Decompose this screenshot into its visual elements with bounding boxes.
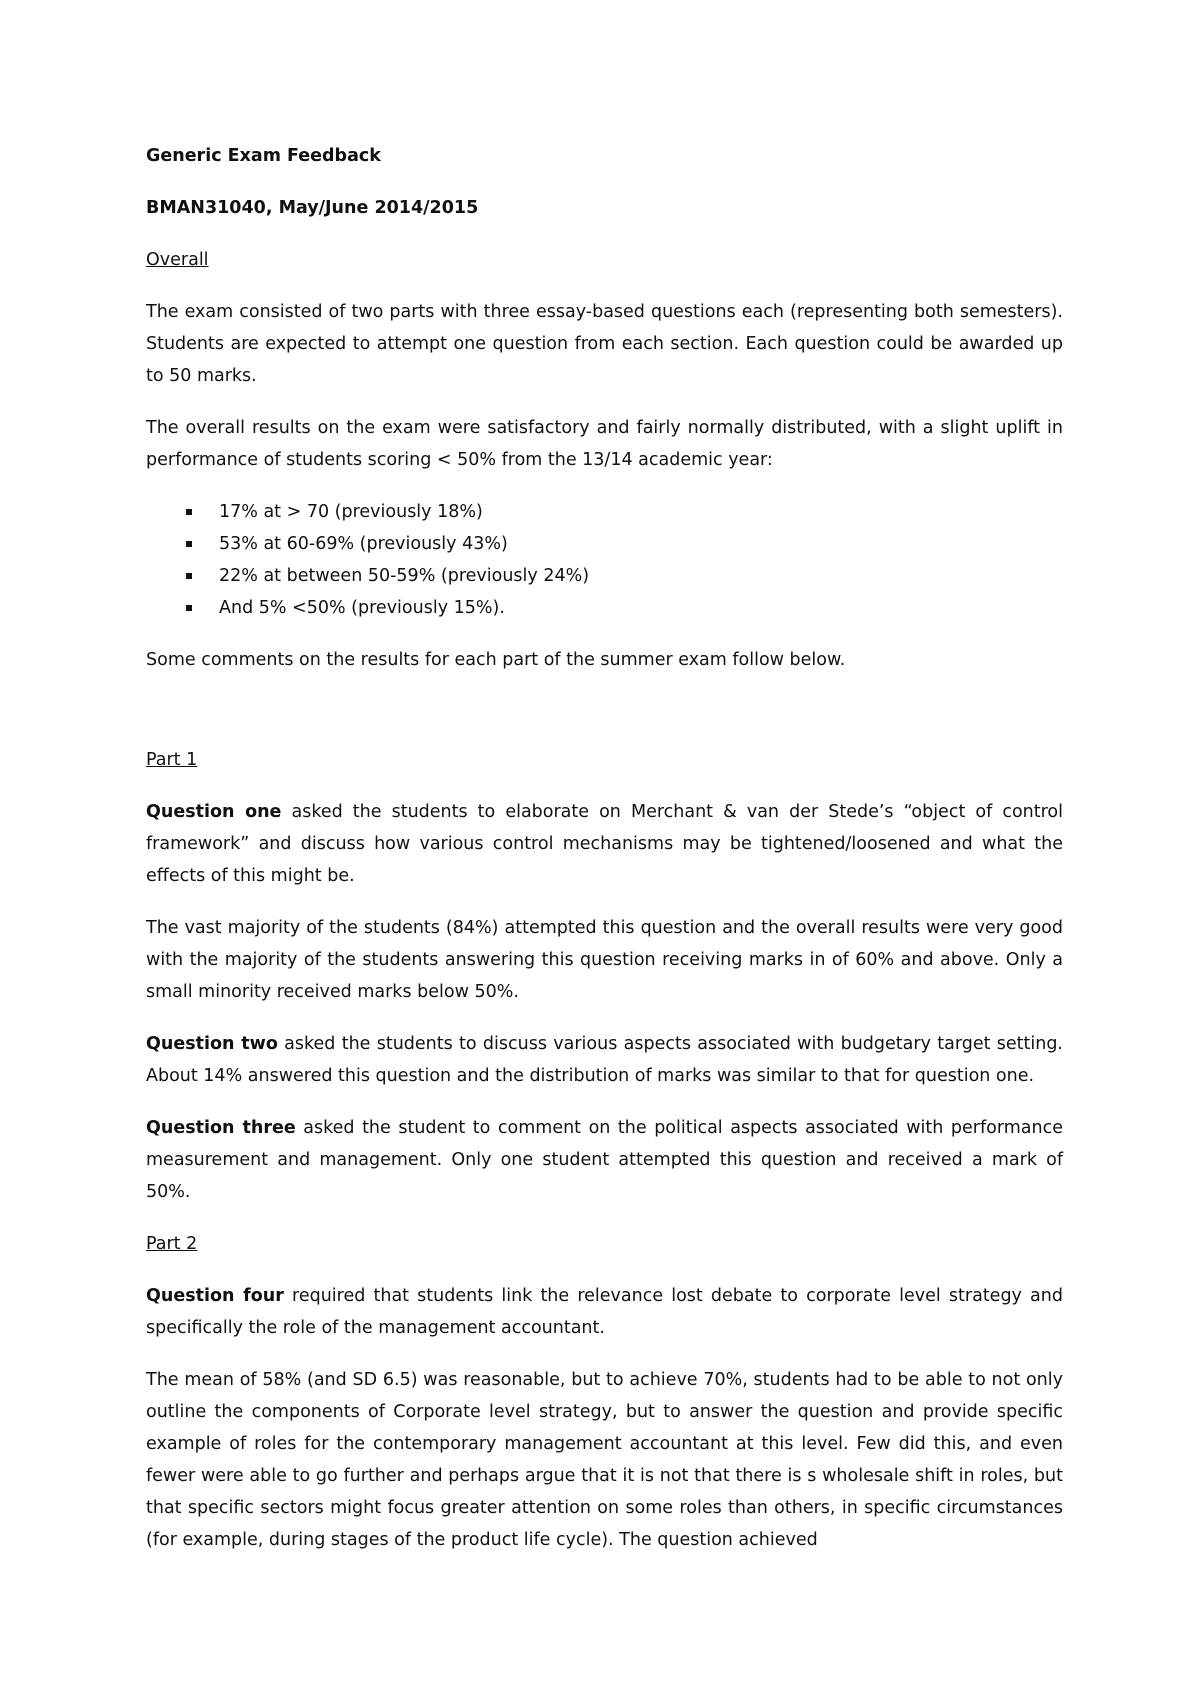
list-item-text: 53% at 60-69% (previously 43%) — [219, 534, 508, 554]
list-item-text: 17% at > 70 (previously 18%) — [219, 502, 483, 522]
question-four-text: required that students link the relevance lost debate to corporate level strategy and specifically the role of the management accountant. — [146, 1286, 1063, 1338]
list-item — [146, 592, 1063, 624]
course-code: BMAN31040, May/June 2014/2015 — [146, 198, 479, 218]
question-two-label: Question two — [146, 1034, 278, 1054]
question-four-results: The mean of 58% (and SD 6.5) was reasonable, but to achieve 70%, students had to be able to not only outline the components of Corporate level strategy, but to answer the question and provide specific example of roles for the contemporary management accountant at this level. Few did this, and even fewer were able to go further and perhaps argue that it is not that there is s wholesale shift in roles, but that specific sectors might focus greater attention on some roles than others, in specific circumstances (for example, during stages of the product life cycle). The question achieved — [146, 1370, 1063, 1550]
question-three-paragraph — [146, 1112, 1063, 1208]
list-item — [146, 496, 1063, 528]
bullet-icon — [186, 509, 192, 515]
overall-heading: Overall — [146, 250, 209, 270]
question-four-paragraph — [146, 1280, 1063, 1344]
question-one-text: asked the students to elaborate on Merchant & van der Stede’s “object of control framework” and discuss how various control mechanisms may be tightened/loosened and what the effects of this might be. — [146, 802, 1063, 886]
overall-paragraph-1: The exam consisted of two parts with three essay-based questions each (representing both semesters). Students are expected to attempt one question from each section. Each question could be awarded up to 50 marks. — [146, 302, 1063, 386]
bullet-icon — [186, 605, 192, 611]
question-three-text: asked the student to comment on the political aspects associated with performance measurement and management. Only one student attempted this question and received a mark of 50%. — [146, 1118, 1063, 1202]
bullet-icon — [186, 541, 192, 547]
overall-paragraph-2: The overall results on the exam were satisfactory and fairly normally distributed, with a slight uplift in performance of students scoring < 50% from the 13/14 academic year: — [146, 418, 1063, 470]
question-four-label: Question four — [146, 1286, 284, 1306]
question-two-text: asked the students to discuss various aspects associated with budgetary target setting. About 14% answered this question and the distribution of marks was similar to that for question one. — [146, 1034, 1063, 1086]
part2-heading: Part 2 — [146, 1234, 198, 1254]
list-item-text: 22% at between 50-59% (previously 24%) — [219, 566, 590, 586]
list-item-text: And 5% <50% (previously 15%). — [219, 598, 505, 618]
part1-heading: Part 1 — [146, 750, 198, 770]
document-title: Generic Exam Feedback — [146, 146, 381, 166]
document-body — [146, 140, 1063, 1556]
question-one-results: The vast majority of the students (84%) attempted this question and the overall results were very good with the majority of the students answering this question receiving marks in of 60% and above. Only a small minority received marks below 50%. — [146, 918, 1063, 1002]
bullet-icon — [186, 573, 192, 579]
question-two-paragraph — [146, 1028, 1063, 1092]
question-one-label: Question one — [146, 802, 282, 822]
overall-closing: Some comments on the results for each part of the summer exam follow below. — [146, 650, 846, 670]
list-item — [146, 560, 1063, 592]
results-list — [146, 496, 1063, 624]
list-item — [146, 528, 1063, 560]
question-three-label: Question three — [146, 1118, 296, 1138]
question-one-paragraph — [146, 796, 1063, 892]
